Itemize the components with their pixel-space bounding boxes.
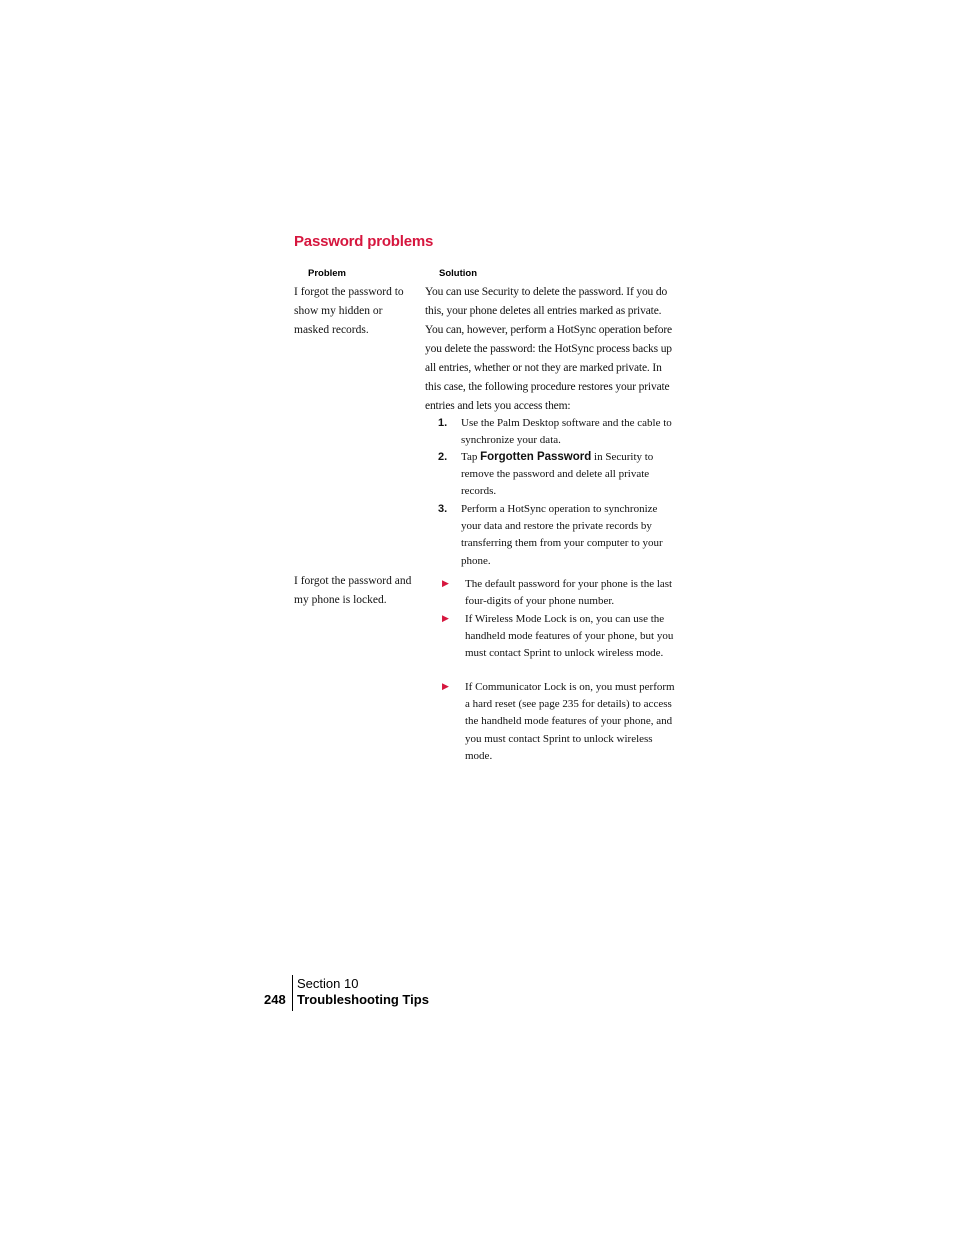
bullet-text: The default password for your phone is the last four-digits of your phone number. bbox=[465, 578, 673, 608]
step-text-after: in Security to remove the password and delete all private records. bbox=[461, 451, 654, 498]
solution-step-2 bbox=[438, 449, 678, 501]
footer-section-label: Section 10 bbox=[297, 976, 359, 991]
step-text-before: Tap bbox=[461, 451, 481, 463]
bullet-text: If Wireless Mode Lock is on, you can use the handheld mode features of your phone, but you must contact Sprint to unlock wireless mode. bbox=[465, 613, 674, 660]
solution-step-1 bbox=[438, 415, 678, 449]
footer-divider bbox=[292, 975, 293, 1011]
step-number: 1. bbox=[438, 417, 448, 429]
column-header-problem: Problem bbox=[308, 268, 347, 279]
solution-intro-text: You can use Security to delete the password. If you do this, your phone deletes all entries marked as private. You can, however, perform a HotSync operation before you delete the password: the HotSync process backs up all entries, whether or not they are marked private. In this case, the following procedure restores your private entries and lets you access them: bbox=[425, 286, 673, 412]
page-number: 248 bbox=[264, 992, 286, 1007]
step-text: Perform a HotSync operation to synchronize your data and restore the private records by transferring them from your computer to your phone. bbox=[461, 503, 663, 567]
solution-bullet bbox=[442, 679, 682, 765]
forgotten-password-label: Forgotten Password bbox=[480, 451, 592, 463]
column-header-solution: Solution bbox=[439, 268, 477, 279]
solution-bullet bbox=[442, 611, 682, 663]
problem-text-phone-locked: I forgot the password and my phone is locked. bbox=[294, 575, 412, 606]
bullet-text: If Communicator Lock is on, you must perform a hard reset (see page 235 for details) to access the handheld mode features of your phone, and you must contact Sprint to unlock wireless mode. bbox=[465, 681, 675, 762]
step-text: Use the Palm Desktop software and the cable to synchronize your data. bbox=[461, 417, 672, 447]
step-number: 3. bbox=[438, 503, 448, 515]
red-triangle-arrow-icon: ▶ bbox=[442, 614, 449, 624]
problem-text-hidden-records: I forgot the password to show my hidden or masked records. bbox=[294, 286, 404, 336]
footer-chapter-title: Troubleshooting Tips bbox=[297, 992, 429, 1007]
solution-bullet bbox=[442, 576, 682, 610]
red-triangle-arrow-icon: ▶ bbox=[442, 579, 449, 589]
section-title: Password problems bbox=[294, 233, 434, 250]
solution-step-3 bbox=[438, 501, 678, 570]
red-triangle-arrow-icon: ▶ bbox=[442, 682, 449, 692]
step-text bbox=[461, 449, 676, 501]
step-number: 2. bbox=[438, 451, 448, 463]
